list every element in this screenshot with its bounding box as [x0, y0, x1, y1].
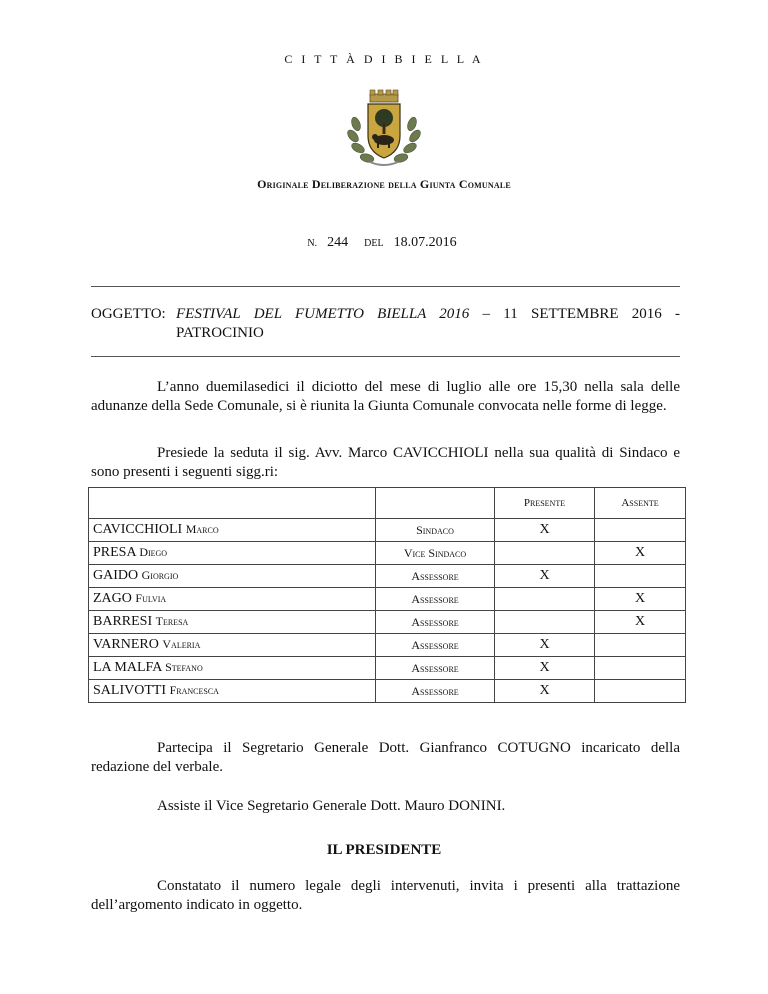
member-role: Sindaco	[376, 519, 495, 542]
present-mark: X	[495, 634, 595, 657]
subject-label: OGGETTO:	[91, 306, 166, 322]
header-role	[376, 488, 495, 519]
member-first-name: Giorgio	[141, 568, 179, 582]
member-role: Assessore	[376, 657, 495, 680]
present-mark	[495, 611, 595, 634]
member-first-name: Marco	[185, 522, 219, 536]
quorum-paragraph: Constatato il numero legale degli intervenuti, invita i presenti alla trattazione dell’argomento indicato in oggetto.	[91, 878, 680, 913]
subject-title: FESTIVAL DEL FUMETTO BIELLA 2016	[176, 306, 470, 322]
member-surname: PRESA	[93, 545, 136, 560]
member-surname: SALIVOTTI	[93, 683, 167, 698]
opening-paragraph: L’anno duemilasedici il diciotto del mese di luglio alle ore 15,30 nella sala delle adunanze della Sede Comunale, si è riunita la Giunta Comunale convocata nelle forme di legge.	[91, 379, 680, 414]
absent-mark	[595, 680, 686, 703]
member-first-name: Teresa	[155, 614, 189, 628]
member-first-name: Diego	[139, 545, 168, 559]
table-row	[89, 657, 686, 680]
chair-paragraph: Presiede la seduta il sig. Avv. Marco CAVICCHIOLI nella sua qualità di Sindaco e sono presenti i seguenti sigg.ri:	[91, 445, 680, 480]
document-title: Originale Deliberazione della Giunta Comunale	[257, 177, 511, 191]
member-role: Assessore	[376, 588, 495, 611]
deliberation-date: 18.07.2016	[393, 235, 457, 250]
table-row	[89, 680, 686, 703]
absent-mark	[595, 634, 686, 657]
member-role: Assessore	[376, 634, 495, 657]
present-mark: X	[495, 680, 595, 703]
table-row	[89, 634, 686, 657]
member-role: Assessore	[376, 680, 495, 703]
date-label: DEL	[364, 238, 384, 249]
header-name	[89, 488, 376, 519]
member-surname: CAVICCHIOLI	[93, 522, 183, 537]
member-surname: ZAGO	[93, 591, 132, 606]
divider-bottom	[91, 356, 680, 357]
member-role: Assessore	[376, 611, 495, 634]
present-mark: X	[495, 657, 595, 680]
subject-line-2: PATROCINIO	[176, 325, 264, 341]
member-first-name: Stefano	[165, 660, 203, 674]
president-heading: IL PRESIDENTE	[326, 842, 442, 858]
deliberation-number: 244	[327, 235, 349, 250]
member-name	[89, 611, 376, 634]
member-first-name: Francesca	[169, 683, 219, 697]
number-label: N.	[307, 238, 318, 249]
absent-mark: X	[595, 611, 686, 634]
member-name	[89, 588, 376, 611]
attendance-table	[88, 487, 686, 703]
table-row	[89, 542, 686, 565]
header-present: Presente	[495, 488, 595, 519]
secretary-paragraph: Partecipa il Segretario Generale Dott. Gianfranco COTUGNO incaricato della redazione del verbale.	[91, 740, 680, 775]
member-name	[89, 519, 376, 542]
table-row	[89, 565, 686, 588]
member-first-name: Valeria	[162, 637, 201, 651]
present-mark: X	[495, 565, 595, 588]
absent-mark	[595, 657, 686, 680]
city-header: C I T T À D I B I E L L A	[284, 52, 484, 66]
absent-mark	[595, 519, 686, 542]
header-absent: Assente	[595, 488, 686, 519]
table-row	[89, 519, 686, 542]
deliberation-number-line	[0, 235, 768, 251]
member-role: Vice Sindaco	[376, 542, 495, 565]
member-surname: LA MALFA	[93, 660, 162, 675]
member-name	[89, 657, 376, 680]
absent-mark: X	[595, 588, 686, 611]
subject-date: – 11 SETTEMBRE 2016 -	[469, 306, 680, 322]
present-mark	[495, 542, 595, 565]
biella-coat-of-arms-icon	[336, 88, 432, 170]
member-name	[89, 634, 376, 657]
absent-mark: X	[595, 542, 686, 565]
subject-line-1	[176, 305, 680, 324]
present-mark: X	[495, 519, 595, 542]
table-row	[89, 588, 686, 611]
member-surname: GAIDO	[93, 568, 139, 583]
table-row	[89, 611, 686, 634]
present-mark	[495, 588, 595, 611]
absent-mark	[595, 565, 686, 588]
table-header-row	[89, 488, 686, 519]
member-surname: VARNERO	[93, 637, 159, 652]
divider-top	[91, 286, 680, 287]
vice-secretary-paragraph: Assiste il Vice Segretario Generale Dott. Mauro DONINI.	[157, 798, 506, 814]
member-name	[89, 565, 376, 588]
member-name	[89, 680, 376, 703]
member-first-name: Fulvia	[135, 591, 167, 605]
member-role: Assessore	[376, 565, 495, 588]
member-surname: BARRESI	[93, 614, 153, 629]
member-name	[89, 542, 376, 565]
